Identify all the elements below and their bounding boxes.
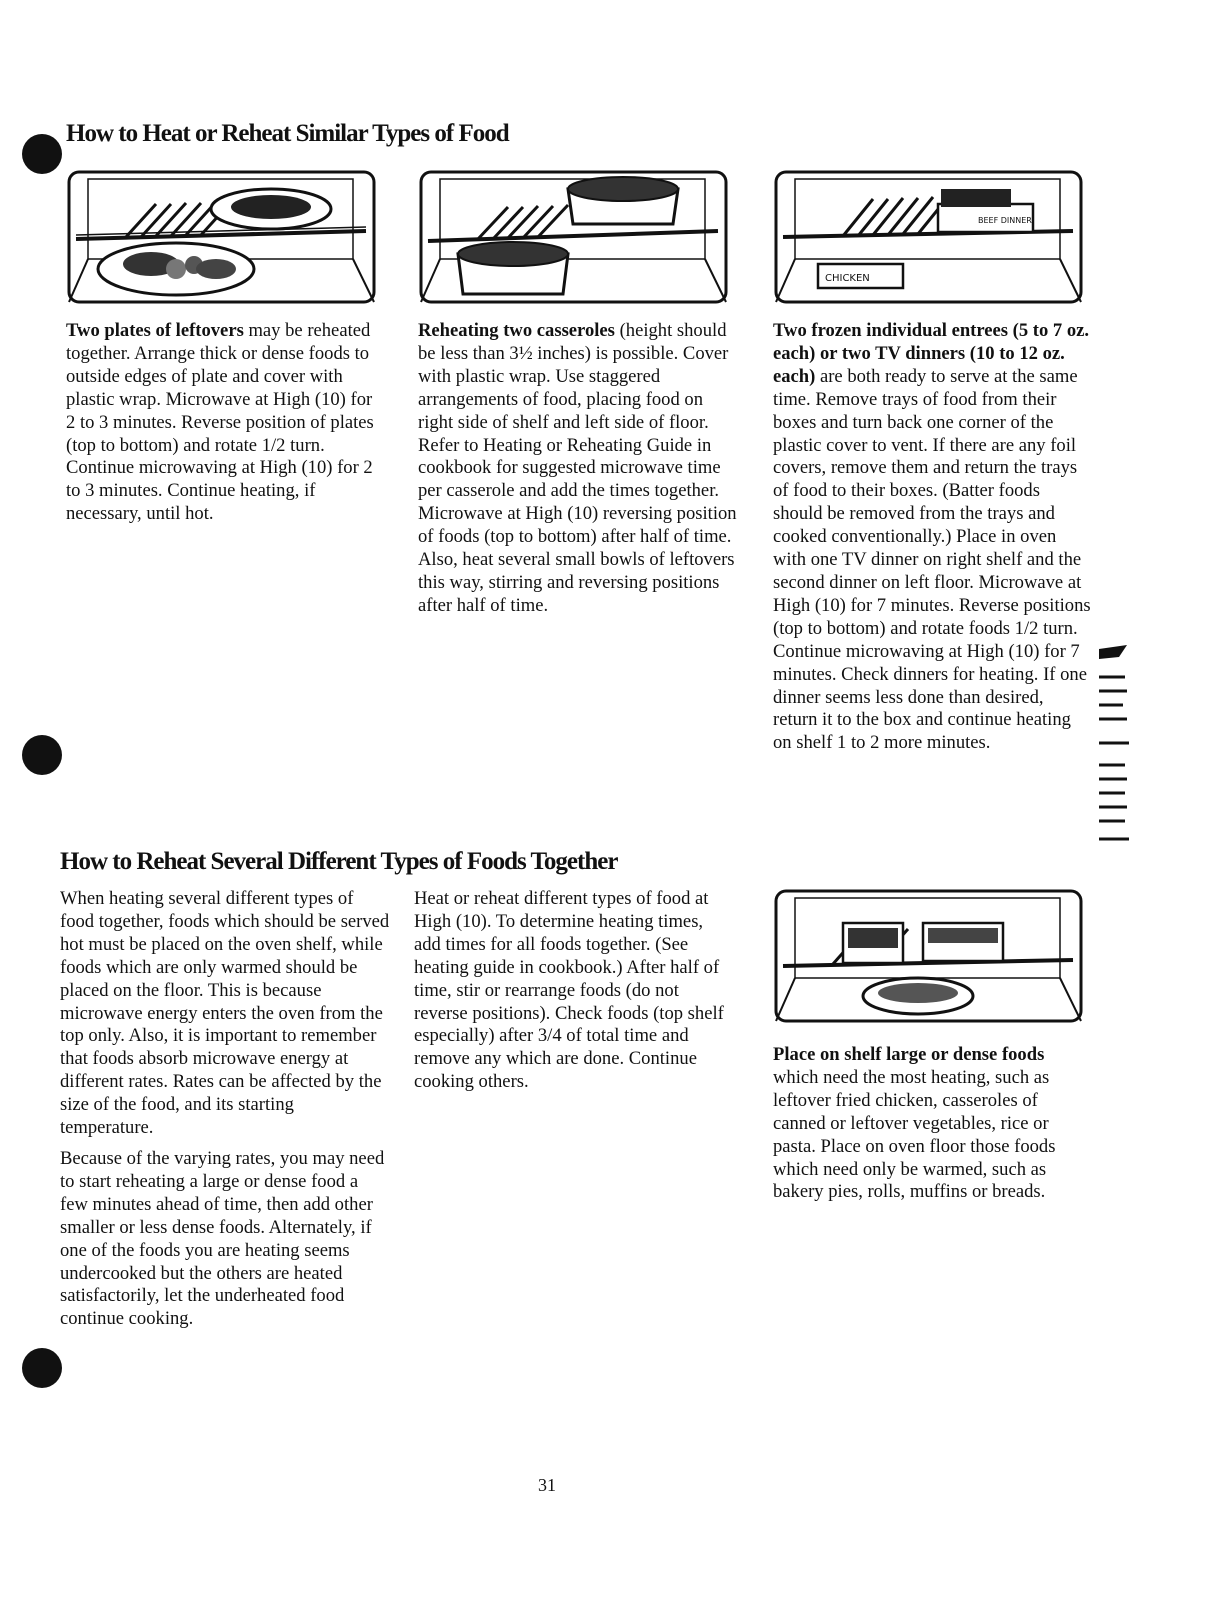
section2-col2 xyxy=(414,888,729,1098)
section1-title: How to Heat or Reheat Similar Types of Food xyxy=(66,120,509,147)
section2-col3-lead: Place on shelf large or dense foods xyxy=(773,1044,1045,1065)
section2-col1 xyxy=(60,888,390,1335)
section2-title: How to Reheat Several Different Types of Foods Together xyxy=(60,848,618,875)
panel-2-text xyxy=(418,320,738,622)
panel-3-lead: Two frozen individual entrees (5 to 7 oz. each) or two TV dinners (10 to 12 oz. each) xyxy=(773,320,1090,387)
oven-two-plates-illustration xyxy=(66,169,377,305)
section2-col3-body: which need the most heating, such as leftover fried chicken, casseroles of canned or leftover vegetables, rice or pasta. Place on oven floor those foods which need only be warmed, such as bakery pies, rolls, muffins or breads. xyxy=(773,1066,1056,1203)
section2-col1-para1: When heating several different types of food together, foods which should be served hot must be placed on the oven shelf, while foods which are only warmed should be placed on the floor. This is because microwave energy enters the oven from the top only. Also, it is important to remember that foods absorb microwave energy at different rates. Rates can be affected by the size of the food, and its starting temperature. xyxy=(60,888,390,1139)
section2-col2-para: Heat or reheat different types of food at High (10). To determine heating times, add times for all foods together. (See heating guide in cookbook.) After half of time, stir or rearrange foods (do not reverse positions). Check foods (top shelf especially) after 3/4 of total time and remove any which are done. Continue cooking others. xyxy=(414,888,724,1093)
box-label-beef: BEEF DINNER xyxy=(978,216,1032,225)
punch-hole-middle xyxy=(22,735,62,775)
panel-2-lead: Reheating two casseroles xyxy=(418,320,615,341)
oven-two-casseroles-illustration xyxy=(418,169,729,305)
panel-1-lead: Two plates of leftovers xyxy=(66,320,244,341)
panel-3-body: are both ready to serve at the same time. Remove trays of food from their boxes and turn back one corner of the plastic cover to vent. If there are any foil covers, remove them and return the trays of food to their boxes. (Batter foods should be removed from the trays and cooked conventionally.) Place in oven with one TV dinner on right shelf and the second dinner on left floor. Microwave at High (10) for 7 minutes. Reverse positions (top to bottom) and rotate foods 1/2 turn. Continue microwaving at High (10) for 7 minutes. Check dinners for heating. If one dinner seems less done than desired, return it to the box and continue heating on shelf 1 to 2 more minutes. xyxy=(773,365,1091,754)
panel-3-text xyxy=(773,320,1091,759)
punch-hole-top xyxy=(22,134,62,174)
oven-mixed-foods-illustration xyxy=(773,888,1084,1024)
oven-tv-dinners-illustration xyxy=(773,169,1084,305)
section2-col1-para2: Because of the varying rates, you may need to start reheating a large or dense food a few minutes ahead of time, then add other smaller or less dense foods. Alternately, if one of the foods you are heating seems undercooked but the others are heated satisfactorily, let the underheated food continue cooking. xyxy=(60,1147,385,1330)
box-label-chicken: CHICKEN xyxy=(825,273,870,284)
edge-registration-marks xyxy=(1097,645,1137,845)
page-number: 31 xyxy=(538,1475,556,1495)
panel-2-body: (height should be less than 3½ inches) is possible. Cover with plastic wrap. Use staggered arrangements of food, placing food on right side of shelf and left side of floor. Refer to Heating or Reheating Guide in cookbook for suggested microwave time per casserole and add the times together. Microwave at High (10) reversing position of foods (top to bottom) after half of time. Also, heat several small bowls of leftovers this way, stirring and reversing positions after half of time. xyxy=(418,320,737,616)
panel-1-body: may be reheated together. Arrange thick or dense foods to outside edges of plate and cover with plastic wrap. Microwave at High (10) for 2 to 3 minutes. Reverse position of plates (top to bottom) and rotate 1/2 turn. Continue microwaving at High (10) for 2 to 3 minutes. Continue heating, if necessary, until hot. xyxy=(66,320,374,525)
punch-hole-bottom xyxy=(22,1348,62,1388)
section2-col3 xyxy=(773,1044,1091,1208)
panel-1-text xyxy=(66,320,386,530)
